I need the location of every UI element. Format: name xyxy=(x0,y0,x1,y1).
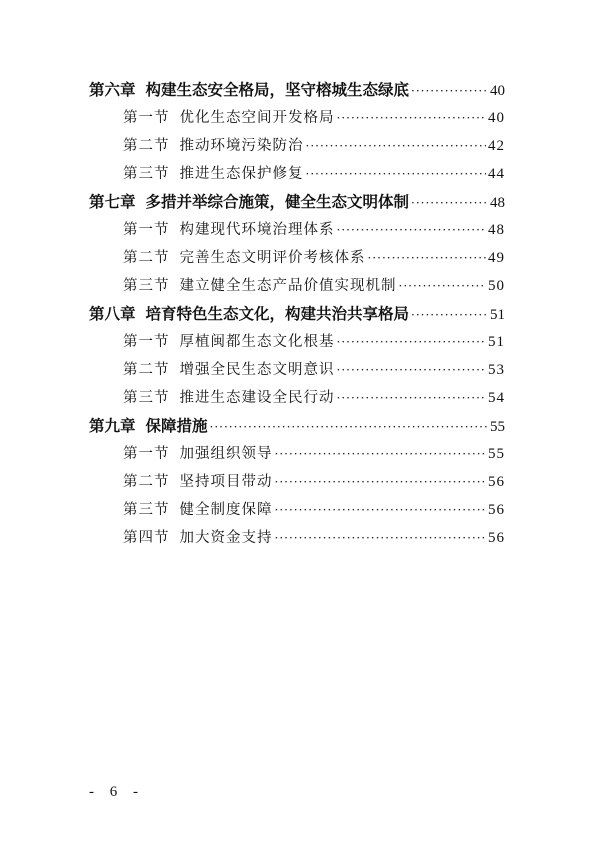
dot-leader xyxy=(210,413,488,441)
toc-entry[interactable] xyxy=(89,76,505,104)
toc-entry[interactable] xyxy=(89,412,505,440)
toc-entry-title: 推进生态建设全民行动 xyxy=(179,390,335,406)
toc-entry-title: 加强组织领导 xyxy=(179,446,273,462)
toc-entry-title: 加大资金支持 xyxy=(179,530,273,546)
toc-entry-title: 培育特色生态文化，构建共治共享格局 xyxy=(145,305,410,323)
toc-entry-title: 构建现代环境治理体系 xyxy=(179,222,335,238)
toc-entry-number: 第二节 xyxy=(123,250,170,266)
toc-entry-page: 42 xyxy=(488,138,505,154)
toc-entry[interactable] xyxy=(89,440,505,468)
toc-entry-number: 第一节 xyxy=(123,110,170,126)
toc-entry-title: 构建生态安全格局，坚守榕城生态绿底 xyxy=(145,81,410,99)
toc-entry-page: 53 xyxy=(488,362,505,378)
toc-entry-number: 第三节 xyxy=(123,390,170,406)
toc-entry-page: 48 xyxy=(488,222,505,238)
dot-leader xyxy=(399,272,487,300)
toc-entry-title: 建立健全生态产品价值实现机制 xyxy=(179,278,397,294)
toc-entry-page: 55 xyxy=(490,419,505,435)
toc-entry-page: 54 xyxy=(488,390,505,406)
toc-entry-title: 厚植闽都生态文化根基 xyxy=(179,334,335,350)
toc-entry-title: 推进生态保护修复 xyxy=(179,166,304,182)
toc-entry-title: 多措并举综合施策，健全生态文明体制 xyxy=(145,193,410,211)
toc-entry-number: 第三节 xyxy=(123,278,170,294)
dot-leader xyxy=(411,77,488,105)
toc-entry-title: 优化生态空间开发格局 xyxy=(179,110,335,126)
dot-leader xyxy=(411,189,488,217)
toc-entry-number: 第三节 xyxy=(123,166,170,182)
toc-entry[interactable] xyxy=(89,272,505,300)
dot-leader xyxy=(337,216,487,244)
toc-entry-number: 第一节 xyxy=(123,334,170,350)
toc-entry-page: 51 xyxy=(490,307,505,323)
toc-entry-page: 51 xyxy=(488,334,505,350)
toc-entry-number: 第八章 xyxy=(89,305,136,323)
toc-entry-title: 健全制度保障 xyxy=(179,502,273,518)
toc-entry-number: 第三节 xyxy=(123,502,170,518)
toc-entry-title: 保障措施 xyxy=(145,417,208,435)
toc-entry-number: 第九章 xyxy=(89,417,136,435)
toc-entry-page: 40 xyxy=(490,83,505,99)
toc-entry[interactable] xyxy=(89,132,505,160)
toc-entry-title: 增强全民生态文明意识 xyxy=(179,362,335,378)
dot-leader xyxy=(306,160,487,188)
toc-entry-number: 第二节 xyxy=(123,474,170,490)
toc-entry-page: 50 xyxy=(488,278,505,294)
toc-entry-number: 第一节 xyxy=(123,446,170,462)
toc-entry-page: 49 xyxy=(488,250,505,266)
toc-entry-page: 48 xyxy=(490,195,505,211)
dot-leader xyxy=(337,356,487,384)
toc-entry[interactable] xyxy=(89,244,505,272)
toc-entry-page: 56 xyxy=(488,530,505,546)
dot-leader xyxy=(368,244,487,272)
toc-entry[interactable] xyxy=(89,160,505,188)
toc-entry-number: 第七章 xyxy=(89,193,136,211)
dot-leader xyxy=(275,496,487,524)
toc-entry[interactable] xyxy=(89,496,505,524)
toc-entry-page: 40 xyxy=(488,110,505,126)
toc-entry-number: 第六章 xyxy=(89,81,136,99)
dot-leader xyxy=(337,328,487,356)
toc-entry-page: 55 xyxy=(488,446,505,462)
toc-entry[interactable] xyxy=(89,468,505,496)
toc-entry-page: 44 xyxy=(488,166,505,182)
dot-leader xyxy=(275,524,487,552)
toc-entry[interactable] xyxy=(89,300,505,328)
table-of-contents xyxy=(89,76,505,552)
toc-entry-number: 第二节 xyxy=(123,362,170,378)
toc-entry-page: 56 xyxy=(488,474,505,490)
dot-leader xyxy=(337,384,487,412)
toc-entry-title: 完善生态文明评价考核体系 xyxy=(179,250,366,266)
toc-entry[interactable] xyxy=(89,524,505,552)
toc-entry-title: 推动环境污染防治 xyxy=(179,138,304,154)
dot-leader xyxy=(275,440,487,468)
toc-entry[interactable] xyxy=(89,188,505,216)
toc-entry-number: 第四节 xyxy=(123,530,170,546)
toc-entry[interactable] xyxy=(89,216,505,244)
dot-leader xyxy=(411,301,488,329)
toc-entry[interactable] xyxy=(89,356,505,384)
toc-entry-title: 坚持项目带动 xyxy=(179,474,273,490)
toc-entry-page: 56 xyxy=(488,502,505,518)
toc-entry-number: 第一节 xyxy=(123,222,170,238)
dot-leader xyxy=(306,132,487,160)
dot-leader xyxy=(337,104,487,132)
dot-leader xyxy=(275,468,487,496)
toc-entry[interactable] xyxy=(89,328,505,356)
toc-entry[interactable] xyxy=(89,104,505,132)
toc-entry[interactable] xyxy=(89,384,505,412)
toc-entry-number: 第二节 xyxy=(123,138,170,154)
page-number: - 6 - xyxy=(89,784,144,800)
